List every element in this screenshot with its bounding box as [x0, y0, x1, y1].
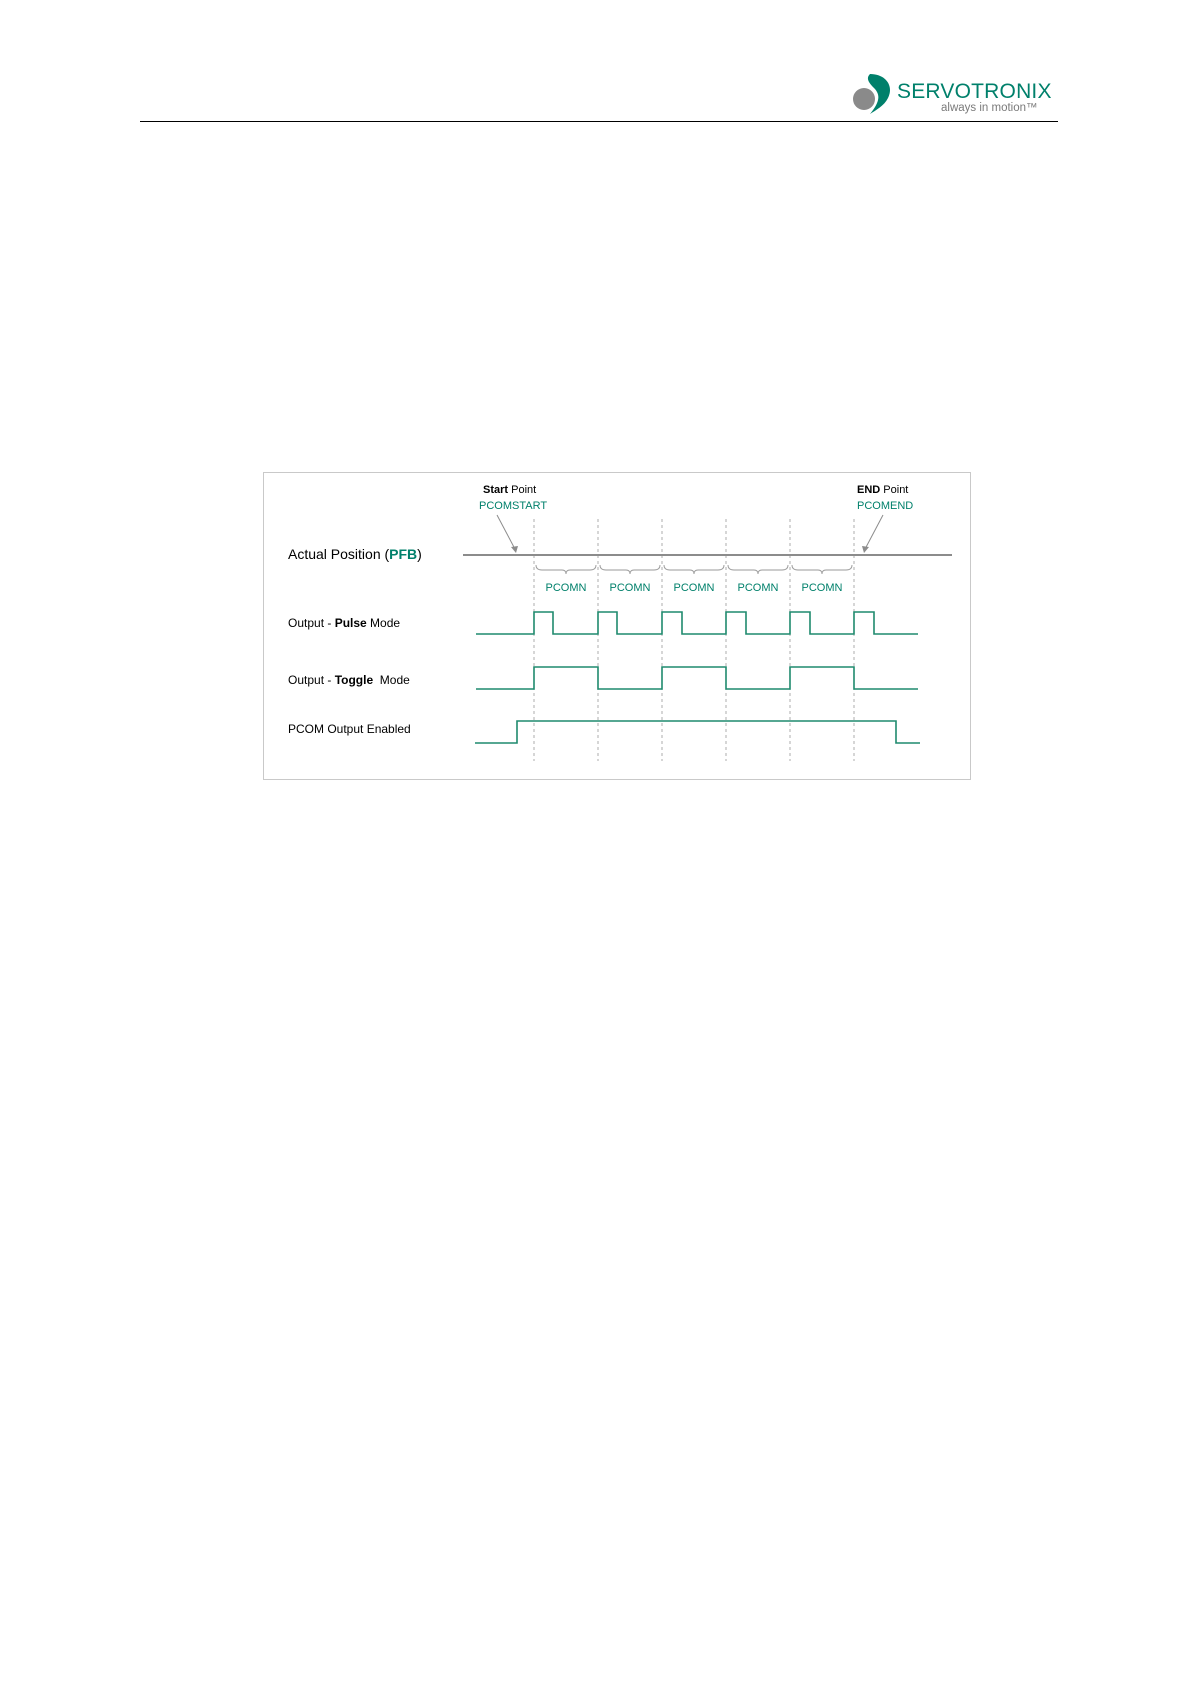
pcomn-interval-label: PCOMN: [545, 582, 587, 594]
pcomn-interval-brace: [664, 565, 724, 574]
pcomn-interval-label: PCOMN: [737, 582, 779, 594]
end-point-param: PCOMEND: [857, 500, 914, 512]
start-point-label: Start Point: [483, 484, 537, 496]
end-arrow: [864, 515, 883, 551]
logo-brand-text: SERVOTRONIX: [897, 80, 1052, 103]
pcomn-interval-brace: [600, 565, 660, 574]
pcomn-interval-label: PCOMN: [609, 582, 651, 594]
pulse-mode-label: Output - Pulse Mode: [288, 616, 401, 630]
logo-tagline: always in motion™: [941, 102, 1038, 114]
pcom-timing-diagram: [264, 473, 972, 781]
pcom-enabled-waveform: [475, 721, 920, 743]
pcomn-interval-brace: [536, 565, 596, 574]
actual-position-label: Actual Position (PFB): [288, 546, 422, 562]
toggle-mode-label: Output - Toggle Mode: [288, 673, 410, 687]
start-arrow: [497, 515, 516, 551]
pcom-timing-figure: [263, 472, 971, 780]
start-arrowhead: [511, 546, 518, 553]
pcomn-interval-label: PCOMN: [801, 582, 843, 594]
pcom-enabled-label: PCOM Output Enabled: [288, 722, 411, 736]
pcomn-interval-label: PCOMN: [673, 582, 715, 594]
servotronix-logo: [852, 70, 1052, 118]
end-arrowhead: [862, 546, 869, 553]
start-point-param: PCOMSTART: [479, 500, 548, 512]
logo-swoosh-icon: [852, 72, 896, 116]
toggle-mode-waveform: [476, 667, 918, 689]
pcomn-interval-brace: [728, 565, 788, 574]
end-point-label: END Point: [857, 484, 909, 496]
pulse-mode-waveform: [476, 612, 918, 634]
header-rule: [140, 121, 1058, 122]
pcomn-interval-brace: [792, 565, 852, 574]
